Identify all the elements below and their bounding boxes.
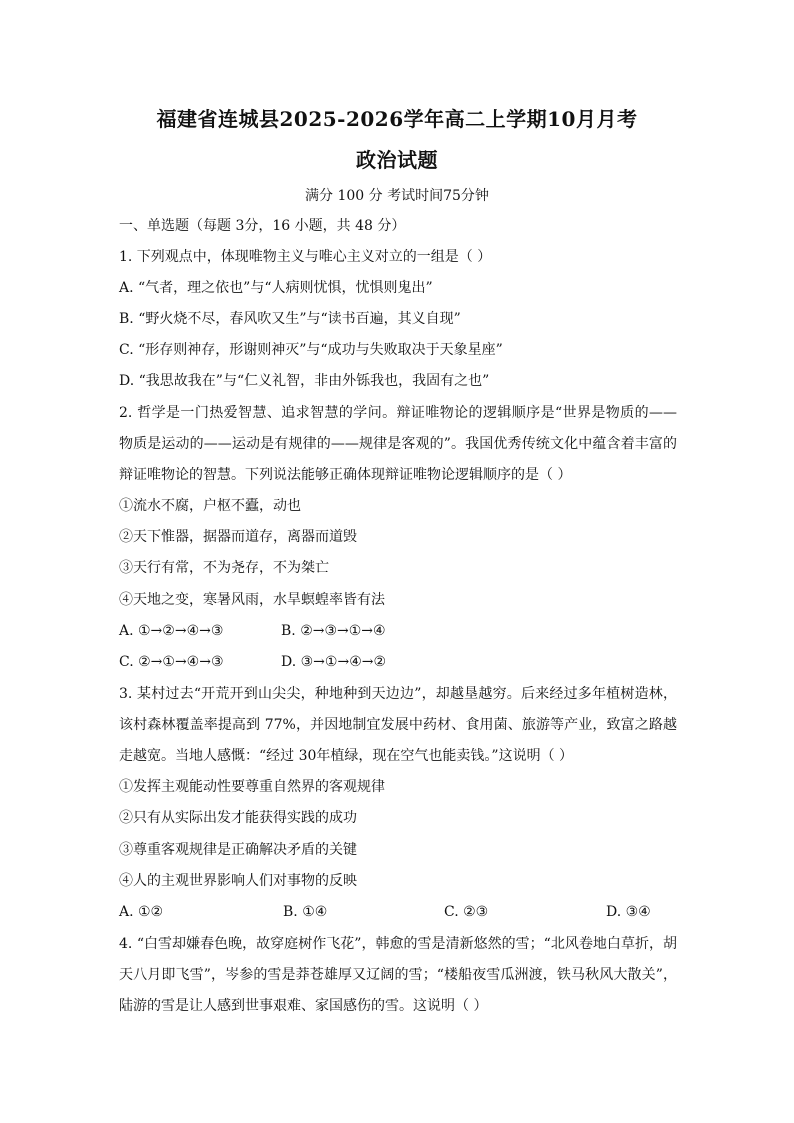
question-3-item-4: ④人的主观世界影响人们对事物的反映 — [119, 873, 357, 889]
question-4-stem-line-1: 4. “白雪却嫌春色晚，故穿庭树作飞花”，韩愈的雪是清新悠然的雪；“北风卷地白草折，胡 — [119, 936, 677, 952]
question-2-stem-line-3: 辩证唯物论的智慧。下列说法能够正确体现辩证唯物论逻辑顺序的是（ ） — [119, 467, 572, 483]
question-1-option-b: B. “野火烧不尽，春风吹又生”与“读书百遍，其义自现” — [119, 311, 461, 327]
question-3-option-d: D. ③④ — [606, 904, 651, 920]
question-2-stem-line-1: 2. 哲学是一门热爱智慧、追求智慧的学问。辩证唯物论的逻辑顺序是“世界是物质的—— — [119, 405, 677, 421]
question-2-item-2: ②天下惟器，据器而道存，离器而道毁 — [119, 529, 357, 545]
question-3-option-a: A. ①② — [119, 904, 164, 920]
question-3-stem-line-3: 走越宽。当地人感慨：“经过 30年植绿，现在空气也能卖钱。”这说明（ ） — [119, 748, 574, 764]
question-2-option-d: D. ③→①→④→② — [281, 654, 387, 670]
question-2-item-1: ①流水不腐，户枢不蠹，动也 — [119, 498, 301, 514]
section-heading: 一、单选题（每题 3分，16 小题，共 48 分） — [119, 218, 406, 234]
exam-info: 满分 100 分 考试时间75分钟 — [305, 188, 489, 204]
question-3-option-c: C. ②③ — [444, 904, 489, 920]
question-2-item-4: ④天地之变，寒暑风雨，水旱螟蝗率皆有法 — [119, 592, 385, 608]
question-3-item-1: ①发挥主观能动性要尊重自然界的客观规律 — [119, 779, 385, 795]
question-2-item-3: ③天行有常，不为尧存，不为桀亡 — [119, 560, 329, 576]
question-3-stem-line-2: 该村森林覆盖率提高到 77%，并因地制宜发展中药材、食用菌、旅游等产业，致富之路越 — [119, 717, 677, 733]
question-1-option-a: A. “气者，理之依也”与“人病则忧惧，忧惧则鬼出” — [119, 280, 433, 296]
question-1-option-d: D. “我思故我在”与“仁义礼智，非由外铄我也，我固有之也” — [119, 373, 490, 389]
question-2-stem-line-2: 物质是运动的——运动是有规律的——规律是客观的”。我国优秀传统文化中蕴含着丰富的 — [119, 436, 677, 452]
question-2-option-c: C. ②→①→④→③ — [119, 654, 224, 670]
question-3-item-3: ③尊重客观规律是正确解决矛盾的关键 — [119, 842, 357, 858]
question-1-option-c: C. “形存则神存，形谢则神灭”与“成功与失败取决于天象星座” — [119, 342, 503, 358]
question-3-stem-line-1: 3. 某村过去“开荒开到山尖尖，种地种到天边边”，却越垦越穷。后来经过多年植树造林， — [119, 686, 677, 702]
question-3-option-b: B. ①④ — [283, 904, 328, 920]
question-1-stem: 1. 下列观点中，体现唯物主义与唯心主义对立的一组是（ ） — [119, 249, 492, 265]
exam-title: 福建省连城县2025-2026学年高二上学期10月月考 — [156, 107, 638, 131]
question-4-stem-line-2: 天八月即飞雪”，岑参的雪是莽苍雄厚又辽阔的雪；“楼船夜雪瓜洲渡，铁马秋风大散关”， — [119, 967, 677, 983]
question-4-stem-line-3: 陆游的雪是让人感到世事艰难、家国感伤的雪。这说明（ ） — [119, 998, 488, 1014]
question-2-option-b: B. ②→③→①→④ — [281, 623, 386, 639]
exam-subject: 政治试题 — [356, 148, 438, 172]
question-2-option-a: A. ①→②→④→③ — [119, 623, 224, 639]
question-3-item-2: ②只有从实际出发才能获得实践的成功 — [119, 810, 357, 826]
